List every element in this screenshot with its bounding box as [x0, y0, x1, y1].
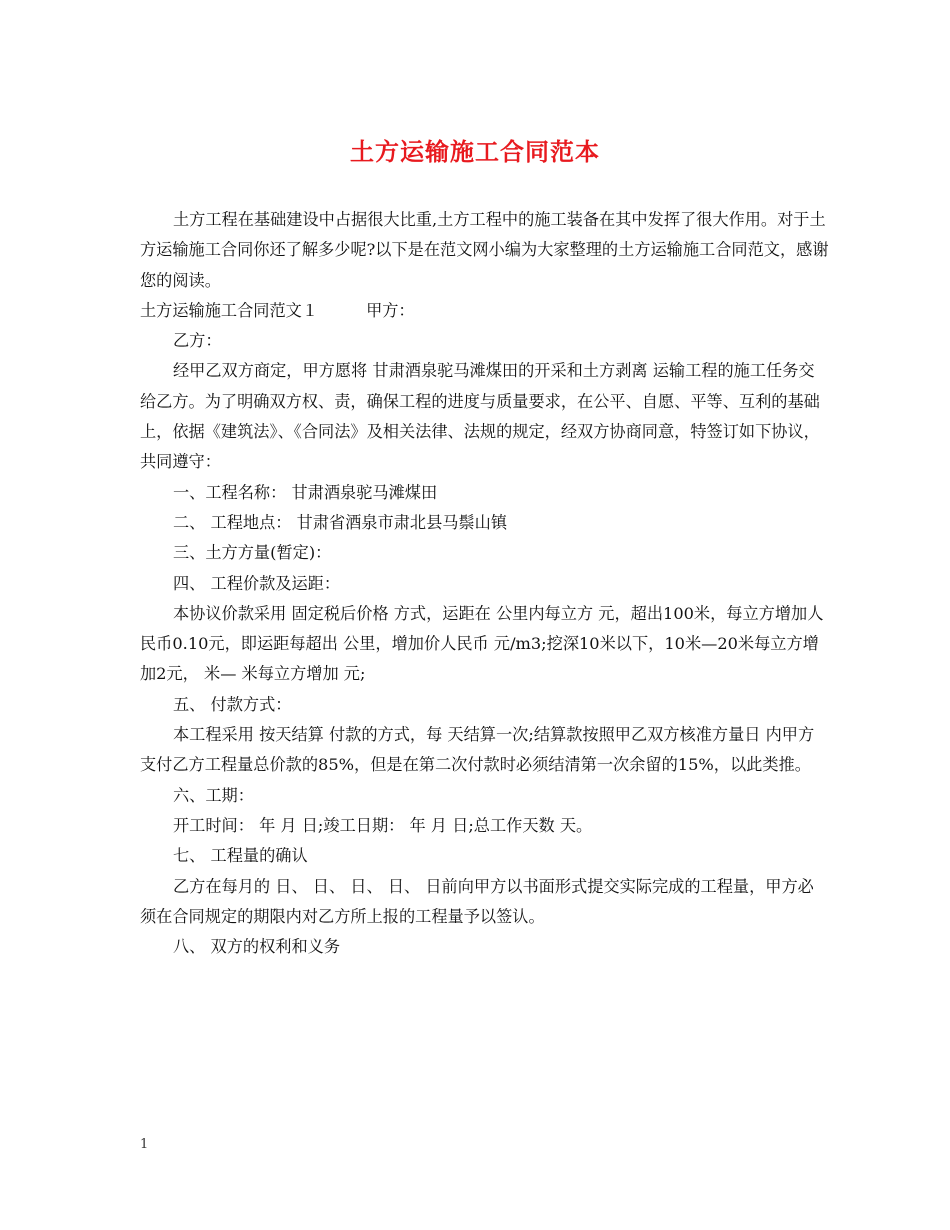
schedule-line: 开工时间： 年 月 日;竣工日期： 年 月 日;总工作天数 天。 — [173, 815, 593, 835]
price-paragraph: 本协议价款采用 固定税后价格 方式，运距在 公里内每立方 元，超出100米，每立方增加人民币0.10元，即运距每超出 公里，增加价人民币 元/m3;挖深10米以下，10米—20米每立方增加2元， 米— 米每立方增加 元; — [140, 603, 824, 684]
party-b-label: 乙方： — [173, 331, 222, 351]
clause-8: 八、 双方的权利和义务 — [173, 937, 341, 957]
intro-paragraph: 土方工程在基础建设中占据很大比重,土方工程中的施工装备在其中发挥了很大作用。对于土方运输施工合同你还了解多少呢?以下是在范文网小编为大家整理的土方运输施工合同范文，感谢您的阅读。 — [140, 210, 829, 290]
clause-3: 三、土方方量(暂定)： — [173, 543, 332, 563]
party-a-label: 甲方： — [366, 300, 415, 320]
payment-paragraph: 本工程采用 按天结算 付款的方式，每 天结算一次;结算款按照甲乙双方核准方量日 内甲方支付乙方工程量总价款的85%，但是在第二次付款时必须结清第一次余留的15%，以此类推。 — [140, 725, 815, 775]
quantity-paragraph: 乙方在每月的 日、 日、 日、 日、 日前向甲方以书面形式提交实际完成的工程量，甲方必须在合同规定的期限内对乙方所上报的工程量予以签认。 — [140, 876, 814, 926]
clause-2: 二、 工程地点： 甘肃省酒泉市肃北县马鬃山镇 — [173, 512, 508, 532]
clause-4: 四、 工程价款及运距： — [173, 573, 341, 593]
agreement-paragraph: 经甲乙双方商定，甲方愿将 甘肃酒泉驼马滩煤田的开采和土方剥离 运输工程的施工任务交给乙方。为了明确双方权、责，确保工程的进度与质量要求，在公平、自愿、平等、互利的基础上，依据《建筑法》、《合同法》及相关法律、法规的规定，经双方协商同意，特签订如下协议，共同遵守： — [140, 361, 820, 472]
page-number: 1 — [140, 1137, 149, 1152]
clause-5: 五、 付款方式： — [173, 694, 292, 714]
clause-1: 一、工程名称： 甘肃酒泉驼马滩煤田 — [173, 482, 438, 502]
clause-7: 七、 工程量的确认 — [173, 846, 308, 866]
document-title: 土方运输施工合同范本 — [350, 137, 600, 166]
sample-heading: 土方运输施工合同范文１ — [140, 300, 319, 320]
document-body — [140, 205, 830, 962]
sample-heading-line — [140, 296, 830, 326]
clause-6: 六、工期： — [173, 785, 254, 805]
